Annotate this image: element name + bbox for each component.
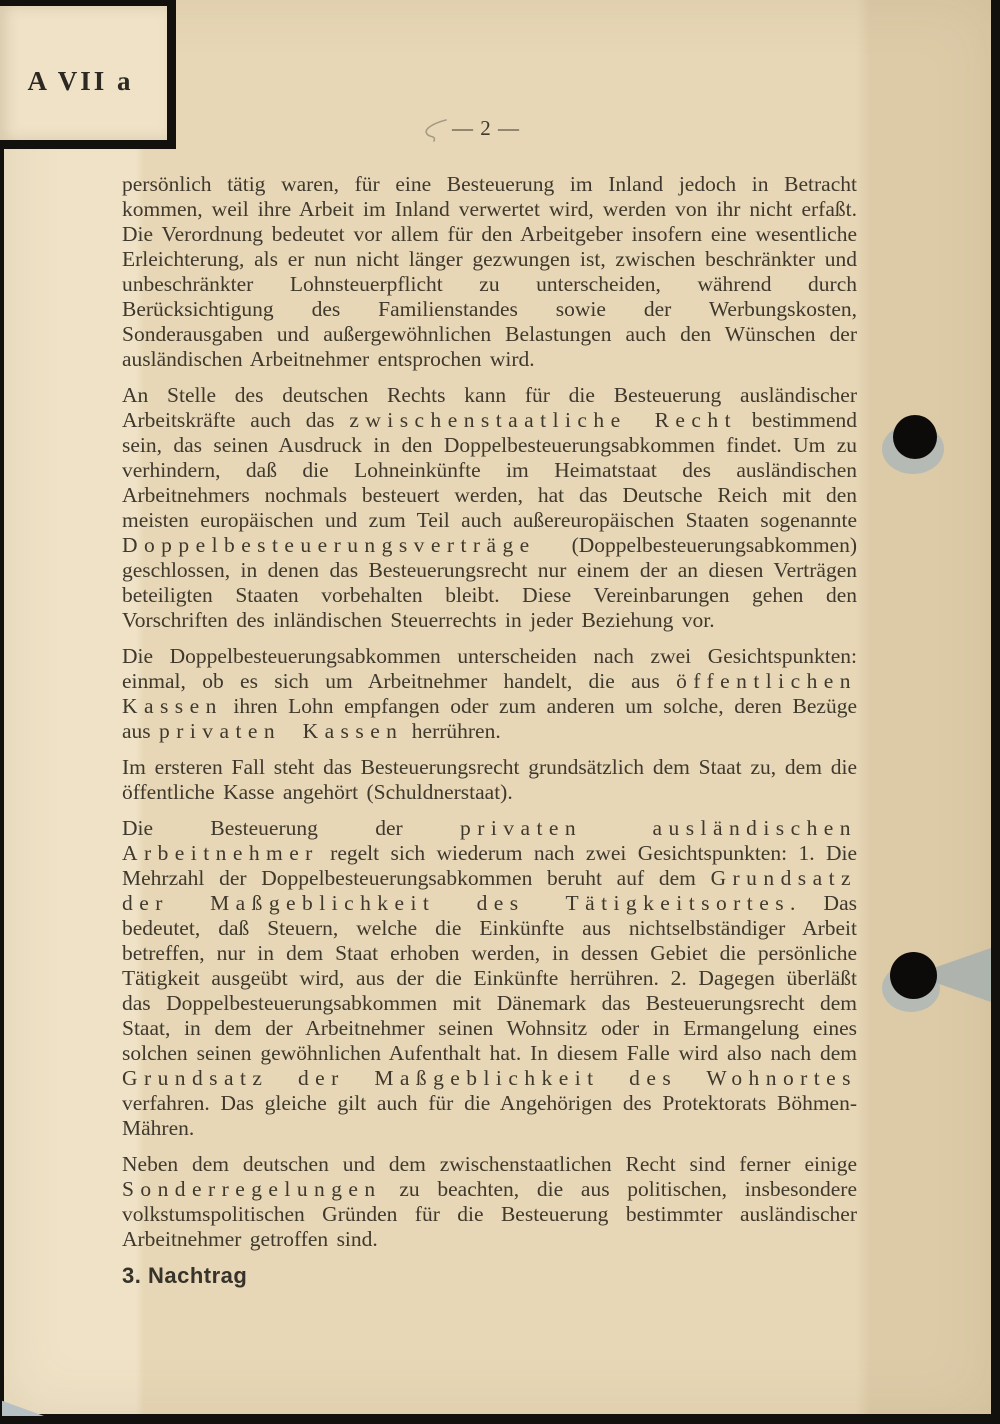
plain-text: herrühren. — [403, 719, 501, 743]
letterspaced-text: Grundsatz der Maßgeblichkeit des Tätigkeitsortes — [122, 866, 857, 915]
letterspaced-text: privaten Kassen — [159, 719, 404, 743]
plain-text: bestimmend sein, das seinen Ausdruck in den Doppelbesteuerungsabkommen findet. Um zu verhindern, daß die Lohneinkünfte im Heimatstaat des ausländischen Arbeitnehmers nochmals besteuert werden, hat das Deutsche Reich mit den meisten europäischen und zum Teil auch außereuropäischen Staaten sogenannte — [122, 408, 857, 532]
plain-text: An Stelle des deutschen Rechts kann für die Besteuerung ausländischer Arbeitskräfte auch das — [122, 383, 857, 432]
corner-label: A VII a — [27, 66, 134, 96]
body-paragraph — [122, 816, 857, 1141]
letterspaced-text: privaten ausländischen Arbeitnehmer — [122, 816, 857, 865]
pencil-mark — [418, 116, 452, 148]
plain-text: . Das bedeutet, daß Steuern, welche die Einkünfte aus nichtselbständiger Arbeit betreffen, nur in dem Staat erhoben werden, in dessen Gebiet die persönliche Tätigkeit ausgeübt wird, aus der die Einkünfte herrühren. 2. Dagegen überläßt das Doppelbesteuerungsabkommen mit Dänemark das Besteuerungsrecht dem Staat, in dem der Arbeitnehmer seinen Wohnsitz oder in Ermangelung eines solchen seinen gewöhnlichen Aufenthalt hat. In diesem Falle wird also nach dem — [122, 891, 857, 1065]
body-paragraph — [122, 1152, 857, 1252]
plain-text: zu beachten, die aus politischen, insbesondere volkstumspolitischen Gründen für die Besteuerung bestimmter ausländischer Arbeitnehmer getroffen sind. — [122, 1177, 857, 1251]
plain-text: (Doppelbesteuerungsabkommen) geschlossen, in denen das Besteuerungsrecht nur einem der an diesen Verträgen beteiligten Staaten vorbehalten bleibt. Diese Vereinbarungen gehen den Vorschriften des inländischen Steuerrechts in jeder Beziehung vor. — [122, 533, 857, 632]
body-paragraph — [122, 172, 857, 372]
corner-tab — [0, 0, 176, 149]
plain-text: Im ersteren Fall steht das Besteuerungsrecht grundsätzlich dem Staat zu, dem die öffentliche Kasse angehört (Schuldnerstaat). — [122, 755, 857, 804]
plain-text: verfahren. Das gleiche gilt auch für die Angehörigen des Protektorats Böhmen-Mähren. — [122, 1091, 857, 1140]
body-paragraph — [122, 383, 857, 633]
punch-hole-top — [893, 415, 937, 459]
letterspaced-text: Sonderregelungen — [122, 1177, 382, 1201]
page-number: — 2 — — [452, 116, 520, 140]
plain-text: Die Besteuerung der — [122, 816, 461, 840]
body-text — [122, 172, 857, 1299]
body-paragraph — [122, 644, 857, 744]
plain-text: ihren Lohn empfangen oder zum anderen um solche, deren Bezüge aus — [122, 694, 857, 743]
letterspaced-text: öffentlichen Kassen — [122, 669, 857, 718]
plain-text: persönlich tätig waren, für eine Besteuerung im Inland jedoch in Betracht kommen, weil ihre Arbeit im Inland verwertet wird, werden von ihr nicht erfaßt. Die Verordnung bedeutet vor allem für den Arbeitgeber insofern eine wesentliche Erleichterung, als er nun nicht länger gezwungen ist, zwischen beschränkter und unbeschränkter Lohnsteuerpflicht zu unterscheiden, während durch Berücksichtigung des Familienstandes sowie der Werbungskosten, Sonderausgaben und außergewöhnlichen Belastungen auch den Wünschen der ausländischen Arbeitnehmer entsprochen wird. — [122, 172, 857, 371]
paper-sheet — [4, 0, 991, 1414]
punch-hole-bottom — [890, 952, 937, 999]
body-paragraph — [122, 755, 857, 805]
footer-heading: 3. Nachtrag — [122, 1263, 248, 1288]
plain-text: regelt sich wiederum nach zwei Gesichtspunkten: 1. Die Mehrzahl der Doppelbesteuerungsabkommen beruht auf dem — [122, 841, 857, 890]
plain-text: Die Doppelbesteuerungsabkommen unterscheiden nach zwei Gesichtspunkten: einmal, ob es sich um Arbeitnehmer handelt, die aus — [122, 644, 857, 693]
letterspaced-text: zwischenstaatliche Recht — [349, 408, 738, 432]
letterspaced-text: Doppelbesteuerungsverträge — [122, 533, 536, 557]
plain-text: Neben dem deutschen und dem zwischenstaatlichen Recht sind ferner einige — [122, 1152, 857, 1176]
letterspaced-text: Grundsatz der Maßgeblichkeit des Wohnortes — [122, 1066, 857, 1090]
